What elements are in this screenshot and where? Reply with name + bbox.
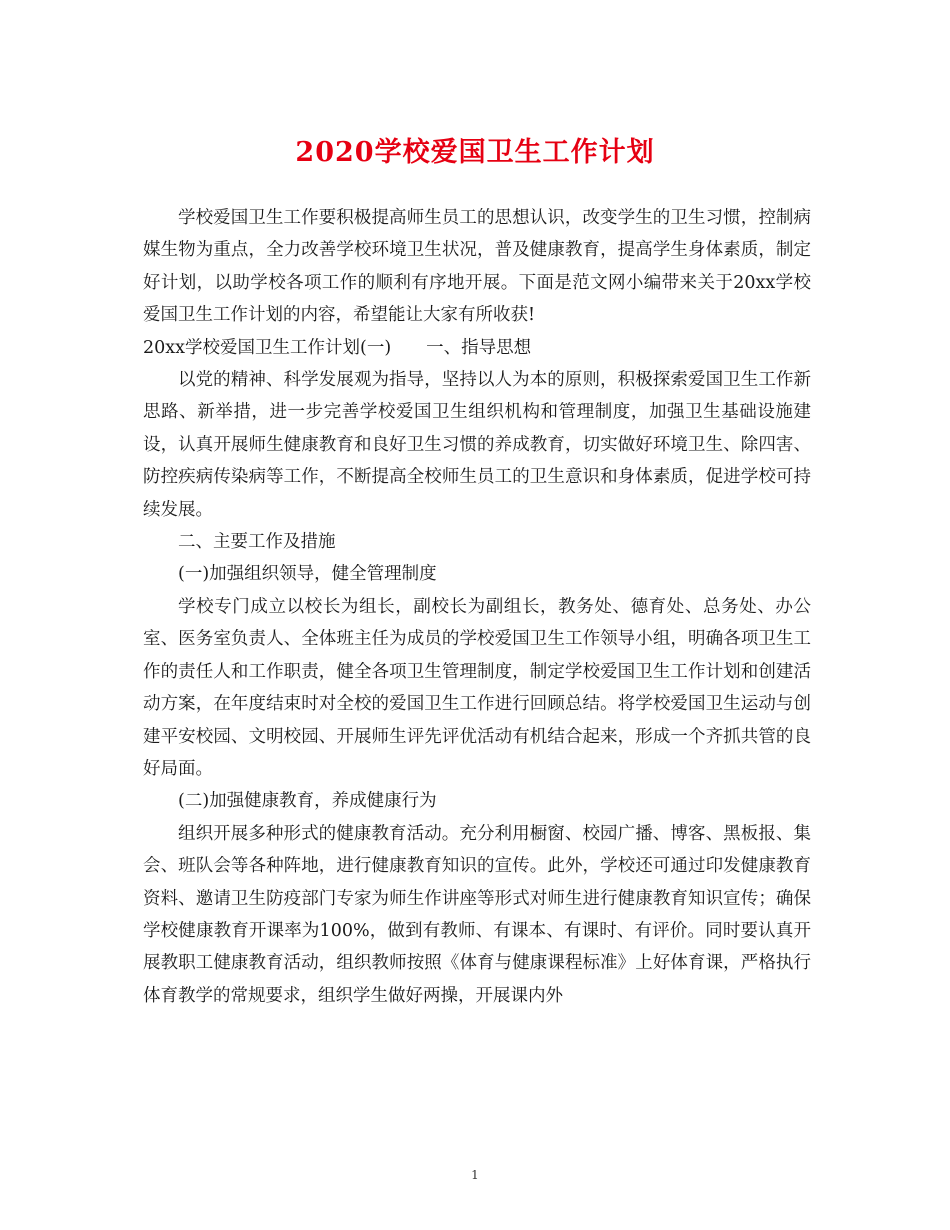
- intro-paragraph: 学校爱国卫生工作要积极提高师生员工的思想认识，改变学生的卫生习惯，控制病媒生物为重点，全力改善学校环境卫生状况，普及健康教育，提高学生身体素质，制定好计划，以助学校各项工作的顺利有序地开展。下面是范文网小编带来关于20xx学校爱国卫生工作计划的内容，希望能让大家有所收获!: [143, 208, 811, 326]
- organization-paragraph: 学校专门成立以校长为组长，副校长为副组长，教务处、德育处、总务处、办公室、医务室负责人、全体班主任为成员的学校爱国卫生工作领导小组，明确各项卫生工作的责任人和工作职责，健全各项卫生管理制度，制定学校爱国卫生工作计划和创建活动方案，在年度结束时对全校的爱国卫生工作进行回顾总结。将学校爱国卫生运动与创建平安校园、文明校园、开展师生评先评优活动有机结合起来，形成一个齐抓共管的良好局面。: [143, 596, 811, 779]
- page-number: 1: [471, 1168, 479, 1182]
- section-heading-main-work: 二、主要工作及措施: [178, 532, 336, 553]
- guiding-paragraph: 以党的精神、科学发展观为指导，坚持以人为本的原则，积极探索爱国卫生工作新思路、新举措，进一步完善学校爱国卫生组织机构和管理制度，加强卫生基础设施建设，认真开展师生健康教育和良好卫生习惯的养成教育，切实做好环境卫生、除四害、防控疾病传染病等工作，不断提高全校师生员工的卫生意识和身体素质，促进学校可持续发展。: [143, 370, 811, 520]
- health-education-paragraph: 组织开展多种形式的健康教育活动。充分利用橱窗、校园广播、博客、黑板报、集会、班队会等各种阵地，进行健康教育知识的宣传。此外，学校还可通过印发健康教育资料、邀请卫生防疫部门专家为师生作讲座等形式对师生进行健康教育知识宣传；确保学校健康教育开课率为100%，做到有教师、有课本、有课时、有评价。同时要认真开展教职工健康教育活动，组织教师按照《体育与健康课程标准》上好体育课，严格执行体育教学的常规要求，组织学生做好两操，开展课内外: [143, 823, 811, 1006]
- subheading-health-education: (二)加强健康教育，养成健康行为: [178, 791, 437, 812]
- plan-heading: 20xx学校爱国卫生工作计划(一) 一、指导思想: [143, 337, 532, 358]
- document-body: [143, 202, 811, 1012]
- page-title: 2020学校爱国卫生工作计划: [295, 137, 655, 168]
- subheading-organization: (一)加强组织领导，健全管理制度: [178, 564, 437, 585]
